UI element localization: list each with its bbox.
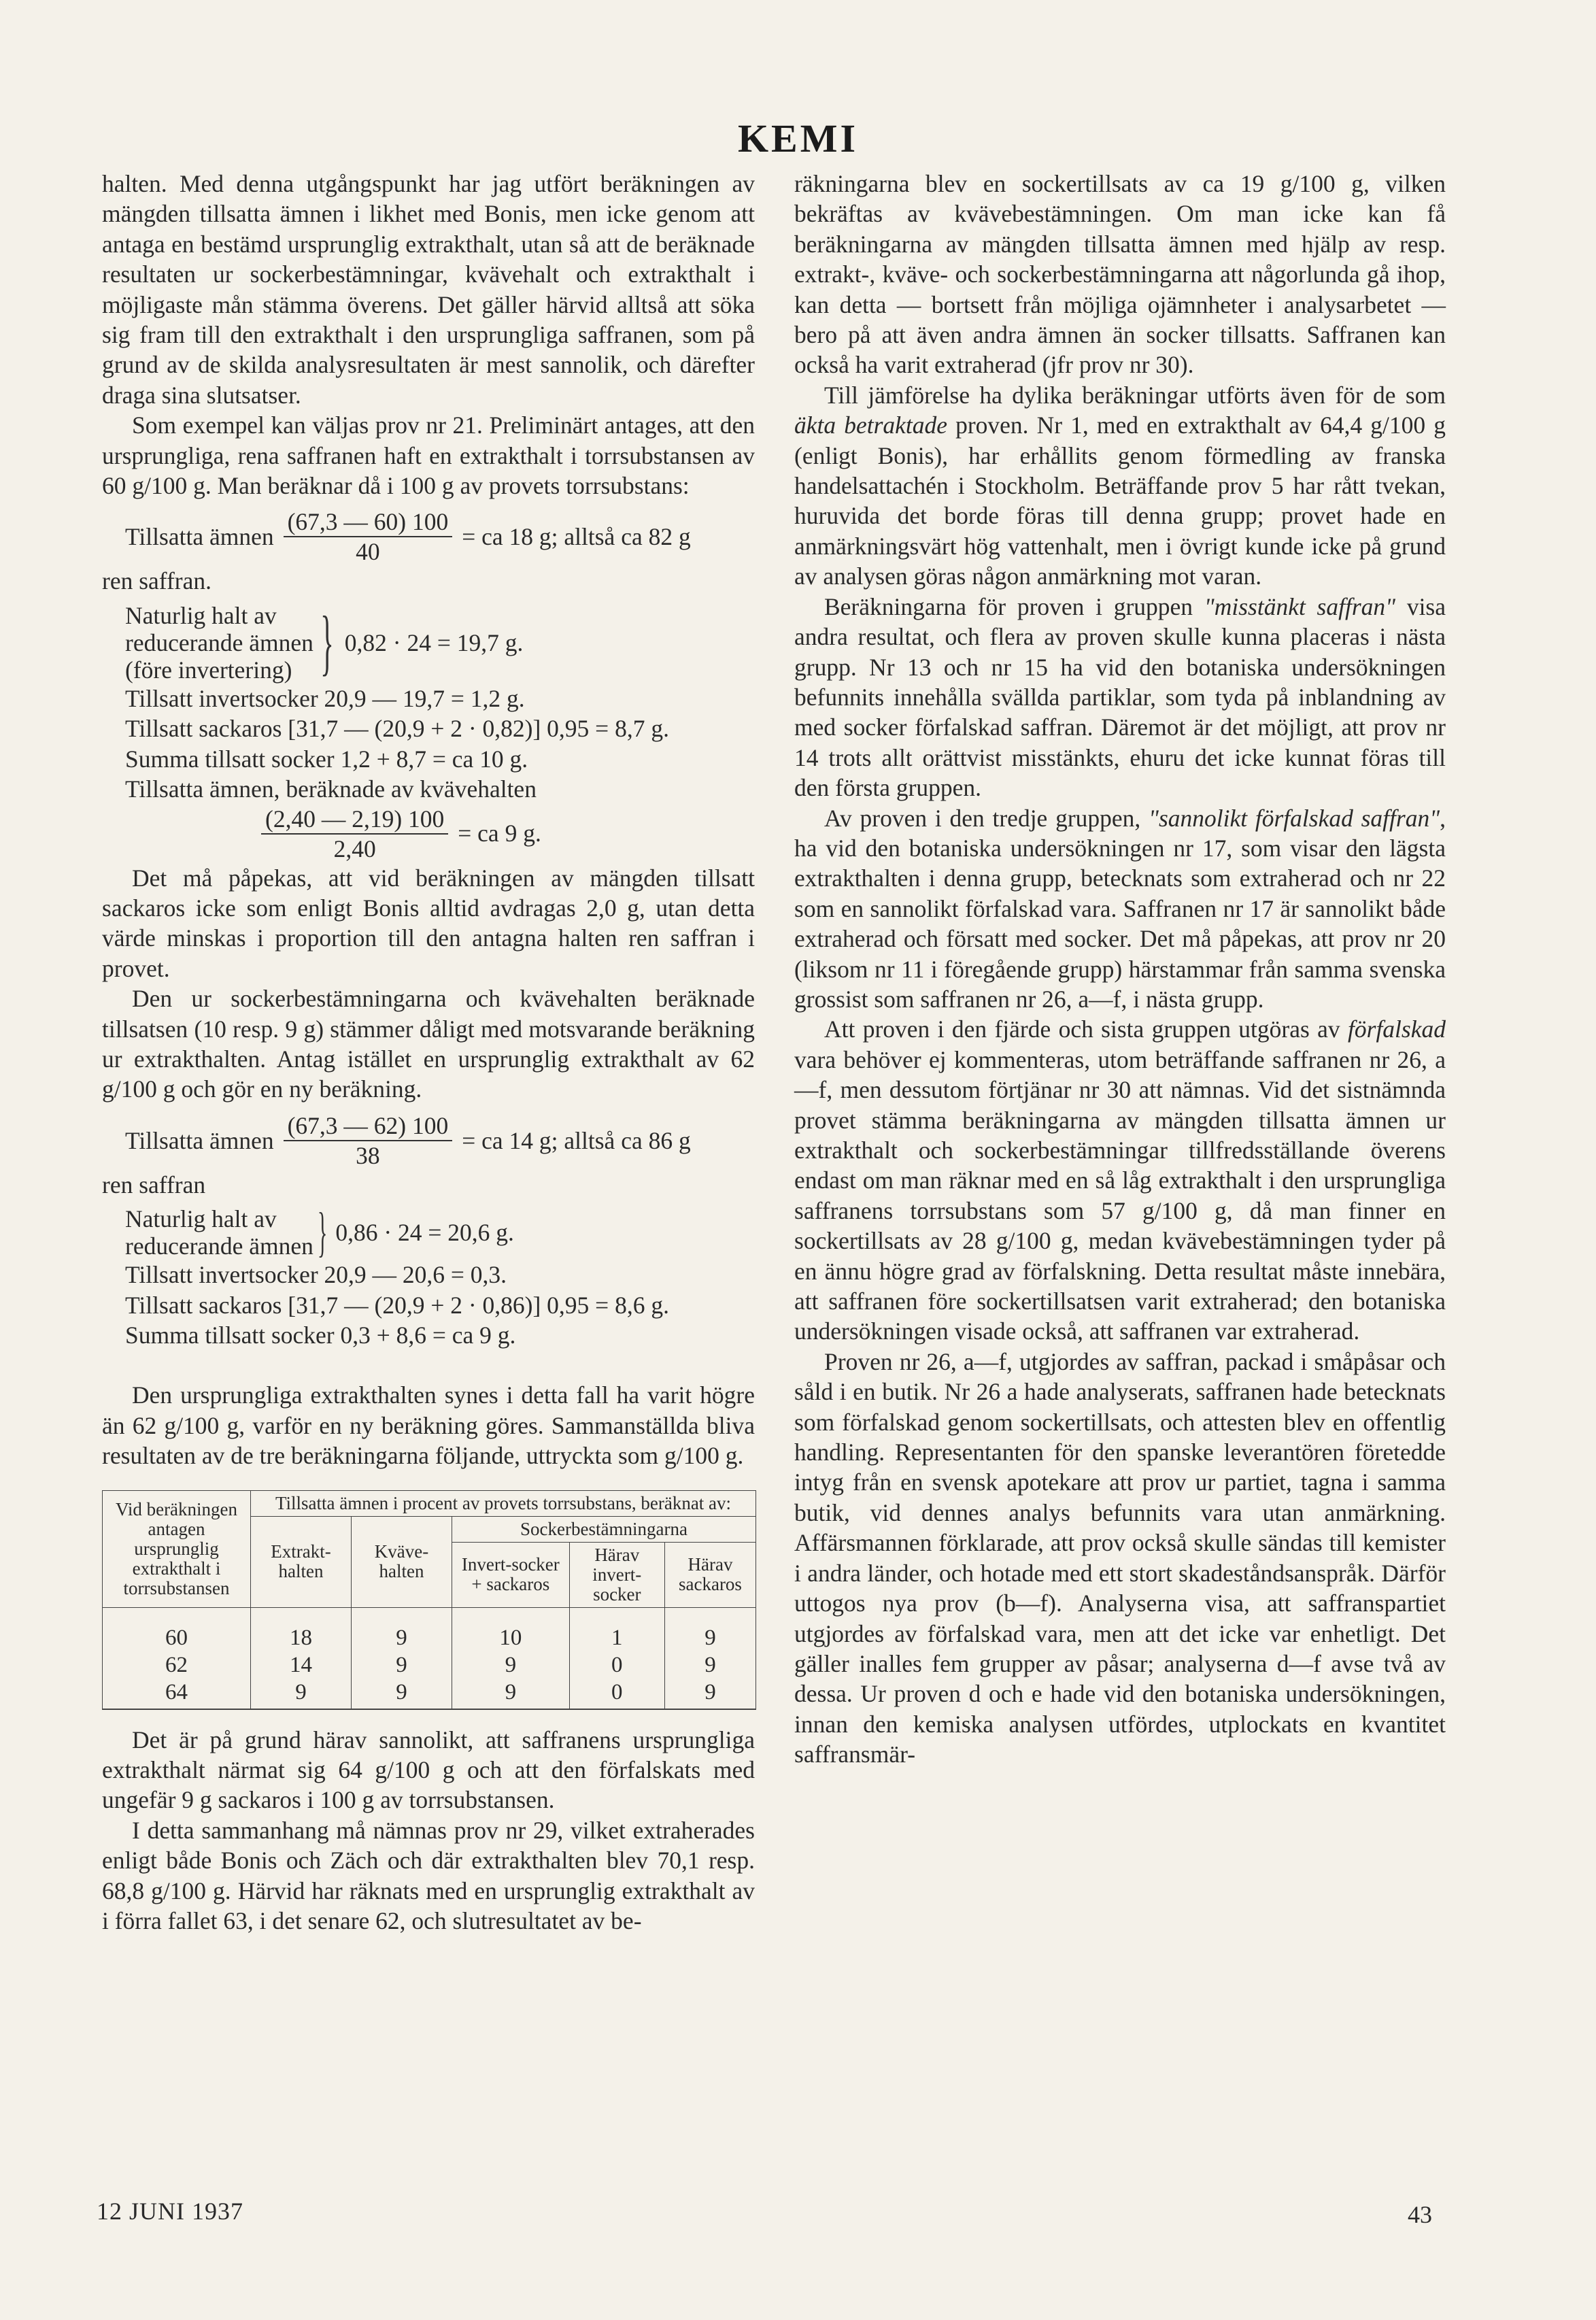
equation-label: Tillsatta ämnen [125,1126,274,1154]
paragraph: Proven nr 26, a—f, utgjordes av saffran, packad i småpåsar och såld i en butik. Nr 26 a hade analyserats, saffranen hade betecknats som förfalskad genom sockertillsats, och attesten blev en offentlig handling. Representanten för den spanske leverantören företedde intyg från en svensk apotekare att prov ur partiet, tagna i samma butik, vid dennes analys befunnits vara utan anmärkning. Affärsmannen förklarade, att prov också skulle sändas till kemister i andra länder, och hotade med ett stort skadeståndsanspråk. Därför uttogos nya prov (b—f). Analyserna visa, att saffranspartiet utgjordes av förfalskad vara, men att det icke var enhetligt. Det gäller inalles fem grupper av påsar; analyserna d—f avse två av dessa. Ur proven d och e hade vid den botaniska undersökningen, innan den kemiska analysen utfördes, utplockats en kvantitet saffransmär- [794,1347,1446,1768]
table-header-nitrogen: Kväve-halten [352,1516,452,1607]
paragraph: Det är på grund härav sannolikt, att saffranens ursprungliga extrakthalt närmat sig 64 g/100 g och att den förfalskats med ungefär 9 g sackaros i 100 g av torrsubstansen. [102,1726,755,1814]
calc-line: Tillsatta ämnen, beräknade av kvävehalten [125,775,537,803]
right-column [794,169,1446,1770]
calc-line: Tillsatt invertsocker 20,9 — 20,6 = 0,3. [125,1261,507,1289]
natural-content-block [102,602,755,684]
table-header-extract: Extrakt-halten [251,1516,352,1607]
paragraph: halten. Med denna utgångspunkt har jag utfört beräkningen av mängden tillsatta ämnen i likhet med Bonis, men icke genom att antaga en bestämd ursprunglig extrakthalt, utan så att de beräknade resultaten ur sockerbestämningar, kvävehalt och extrakthalt i möjligaste mån stämma överens. Det gäller härvid alltså att söka sig fram till den extrakthalt i den ursprungliga saffranen, som på grund av de skilda analysresultaten är mest sannolik, och därefter draga sina slutsatser. [102,170,755,409]
equation-label: Tillsatta ämnen [125,523,274,551]
brace: } [320,601,334,683]
table-cell: 10 [452,1607,570,1651]
equation-result: = ca 18 g; alltså ca 82 g [462,523,691,551]
table-cell: 0 [569,1679,664,1709]
emphasis: "misstänkt saffran" [1204,592,1396,620]
table-cell: 9 [452,1651,570,1679]
table-cell: 0 [569,1651,664,1679]
footer-date: 12 JUNI 1937 [97,2198,243,2225]
table-cell: 1 [569,1607,664,1651]
text-run: Till jämförelse ha dylika beräkningar utförts även för de som [824,381,1446,409]
calc-line: reducerande ämnen [125,1232,313,1260]
table-cell: 64 [103,1679,251,1709]
paragraph: Den ursprungliga extrakthalten synes i detta fall ha varit högre än 62 g/100 g, varför en ny beräkning göres. Sammanställda bliva resultaten av de tre beräkningarna följande, uttryckta som g/100 g. [102,1381,755,1470]
table-header-group: Tillsatta ämnen i procent av provets torrsubstans, beräknat av: [251,1490,756,1516]
calc-line: reducerande ämnen [125,628,313,656]
paragraph: I detta sammanhang må nämnas prov nr 29, vilket extraherades enligt både Bonis och Zäch och där extrakthalten blev 70,1 resp. 68,8 g/100 g. Härvid har räknats med en ursprunglig extrakthalt av i förra fallet 63, i det senare 62, och slutresultatet av be- [102,1816,755,1935]
paragraph: Det må påpekas, att vid beräkningen av mängden tillsatt sackaros icke som enligt Bonis alltid avdragas 2,0 g, utan detta värde minskas i proportion till den antagna halten ren saffran i provet. [102,864,755,982]
text-run: , ha vid den botaniska undersökningen nr 17, som visar den lägsta extrakthalten i denna grupp, betecknats som extraherad och nr 22 som en sannolikt förfalskad vara. Saffranen nr 17 är sannolikt både extraherad och försatt med socker. Det må påpekas, att prov nr 20 (liksom nr 11 i föregående grupp) härstammar från samma svenska grossist som saffranen nr 26, a—f, i nästa grupp. [794,804,1446,1013]
table-cell: 9 [352,1607,452,1651]
table-header-sackaros: Härav sackaros [664,1542,755,1607]
paragraph [794,1014,1446,1346]
equation [102,805,755,863]
table-cell: 9 [664,1679,755,1709]
calc-line: Naturlig halt av [125,601,277,629]
calc-line: Summa tillsatt socker 0,3 + 8,6 = ca 9 g. [125,1321,516,1349]
text-run: visa andra resultat, och flera av proven skulle kunna placeras i nästa grupp. Nr 13 och nr 15 ha vid den botaniska undersökningen befunnits innehålla svällda partiklar, som tyda på inblandning av med socker förfalskad saffran. Däremot är det möjligt, att prov nr 14 trots allt orättvist misstänkts, ehuru det icke kunnat föras till den första gruppen. [794,592,1446,802]
summary-table [102,1490,756,1710]
equation [102,507,755,566]
denominator: 2,40 [333,835,376,862]
table-cell: 60 [103,1607,251,1651]
fraction [261,805,448,863]
paragraph [794,803,1446,1015]
paragraph: Den ur sockerbestämningarna och kvävehalten beräknade tillsatsen (10 resp. 9 g) stämmer dåligt med motsvarande beräkning ur extrakthalten. Antag istället en ursprunglig extrakthalt av 62 g/100 g och gör en ny beräkning. [102,985,755,1103]
table-header-sugar: Sockerbestämningarna [452,1516,756,1542]
text-run: vara behöver ej kommenteras, utom beträffande saffranen nr 26, a—f, men dessutom förtjänar nr 30 att nämnas. Vid det sistnämnda provet stämma beräkningarna av mängden tillsatta ämnen ur extrakthalt och sockerbestämningar tillfredsställande överens endast om man räknar med en så låg extrakthalt i den ursprungliga saffranens torrsubstans som 57 g/100 g, då man finner en sockertillsats av 28 g/100 g, medan kvävebestämningen tyder på en ännu högre grad av förfalskning. Detta resultat måste innebära, att saffranen före sockertillsatsen varit extraherad; den botaniska undersökningen visade också, att saffranen var extraherad. [794,1045,1446,1345]
paragraph [794,380,1446,592]
calc-line: 0,86 · 24 = 20,6 g. [335,1218,514,1246]
text-run: Av proven i den tredje gruppen, [824,804,1149,832]
paragraph [794,592,1446,803]
calc-line: Tillsatt invertsocker 20,9 — 19,7 = 1,2 g. [125,684,525,712]
calc-line: Summa tillsatt socker 1,2 + 8,7 = ca 10 g. [125,745,528,773]
calc-continuation: ren saffran [102,1171,206,1198]
left-column [102,169,755,1936]
brace: } [317,1203,328,1263]
numerator: (67,3 — 62) 100 [284,1111,453,1141]
emphasis: "sannolikt förfalskad saffran" [1149,804,1440,832]
table-cell: 9 [251,1679,352,1709]
table-cell: 9 [664,1651,755,1679]
emphasis: förfalskad [1348,1015,1446,1043]
table-header-invert: Härav invert-socker [569,1542,664,1607]
fraction [284,1111,453,1170]
denominator: 38 [356,1141,380,1169]
equation-result: = ca 14 g; alltså ca 86 g [462,1126,691,1154]
calc-line: Tillsatt sackaros [31,7 — (20,9 + 2 · 0,82)] 0,95 = 8,7 g. [125,715,669,743]
table-row [103,1607,756,1651]
calc-continuation: ren saffran. [102,567,211,595]
denominator: 40 [356,538,380,566]
table-cell: 9 [352,1679,452,1709]
equation [102,1111,755,1170]
calc-line: (före invertering) [125,656,292,684]
calc-line: Tillsatt sackaros [31,7 — (20,9 + 2 · 0,86)] 0,95 = 8,6 g. [125,1291,669,1319]
table-cell: 9 [352,1651,452,1679]
numerator: (67,3 — 60) 100 [284,507,453,537]
table-cell: 18 [251,1607,352,1651]
natural-content-block [102,1203,755,1263]
table-row [103,1679,756,1709]
calc-line: 0,82 · 24 = 19,7 g. [344,628,524,656]
table-cell: 9 [664,1607,755,1651]
table-cell: 9 [452,1679,570,1709]
equation-result: = ca 9 g. [458,820,541,847]
table-header-invert-sackaros: Invert-socker + sackaros [452,1542,570,1607]
page-number: 43 [1408,2201,1432,2228]
page-title: KEMI [737,116,859,161]
text-run: Beräkningarna för proven i gruppen [824,592,1204,620]
fraction [284,507,453,566]
table-cell: 62 [103,1651,251,1679]
paragraph: räkningarna blev en sockertillsats av ca 19 g/100 g, vilken bekräftas av kvävebestämningen. Om man icke kan få beräkningarna av mängden tillsatta ämnen med hjälp av resp. extrakt-, kväve- och sockerbestämningarna att någorlunda gå ihop, kan detta — bortsett från möjliga ojämnheter i analysarbetet — bero på att även andra ämnen än socker tillsatts. Saffranen kan också ha varit extraherad (jfr prov nr 30). [794,170,1446,379]
paragraph: Som exempel kan väljas prov nr 21. Preliminärt antages, att den ursprungliga, rena saffranen haft en extrakthalt i torrsubstansen av 60 g/100 g. Man beräknar då i 100 g av provets torrsubstans: [102,411,755,500]
text-run: Att proven i den fjärde och sista gruppen utgöras av [824,1015,1348,1043]
emphasis: äkta betraktade [794,411,948,439]
table-cell: 14 [251,1651,352,1679]
table-row [103,1651,756,1679]
text-run: proven. Nr 1, med en extrakthalt av 64,4 g/100 g (enligt Bonis), har erhållits genom förmedling av franska handelsattachén i Stockholm. Beträffande prov 5 har rått tvekan, huruvida det borde föras till denna grupp; provet hade en anmärkningsvärt hög vattenhalt, men i övrigt kunde icke på grund av analysen göras någon anmärkning mot varan. [794,411,1446,590]
table-header-assumed-extract: Vid beräkningen antagen ursprunglig extrakthalt i torrsubstansen [103,1490,251,1607]
numerator: (2,40 — 2,19) 100 [261,805,448,835]
calc-line: Naturlig halt av [125,1205,277,1233]
